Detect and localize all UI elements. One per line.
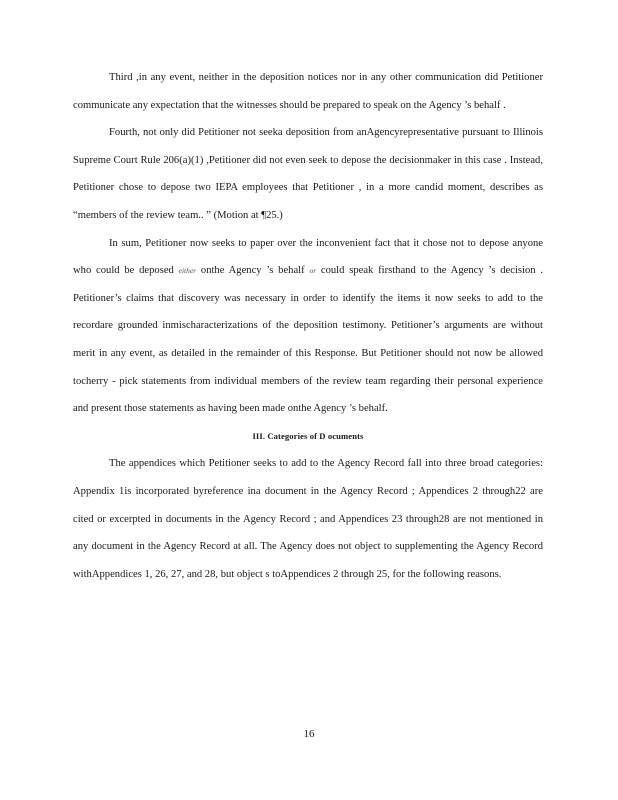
paragraph-in-sum-part2: onthe Agency ’s behalf bbox=[200, 265, 305, 277]
paragraph-in-sum bbox=[73, 230, 543, 423]
emphasis-either: either bbox=[178, 266, 197, 276]
document-body bbox=[73, 64, 543, 588]
section-heading: III. Categories of D ocuments bbox=[252, 430, 364, 441]
emphasis-or: or bbox=[309, 266, 317, 276]
paragraph-fourth: Fourth, not only did Petitioner not seeka deposition from anAgencyrepresentative pursuant to Illinois Supreme Court Rule 206(a)(1) ,Petitioner did not even seek to depose the decisionmaker in this case . Instead, Petitioner chose to depose two IEPA employees that Petitioner , in a more candid moment, describes as “members of the review team.. ” (Motion at ¶25.) bbox=[73, 127, 543, 221]
paragraph-appendices: The appendices which Petitioner seeks to add to the Agency Record fall into three broad categories: Appendix 1is incorporated byreference ina document in the Agency Record ; Appendices 2 through22 are cited or excerpted in documents in the Agency Record ; and Appendices 23 through28 are not mentioned in any document in the Agency Record at all. The Agency does not object to supplementing the Agency Record withAppendices 1, 26, 27, and 28, but object s toAppendices 2 through 25, for the following reasons. bbox=[73, 458, 543, 580]
paragraph-third: Third ,in any event, neither in the deposition notices nor in any other communication did Petitioner communicate any expectation that the witnesses should be prepared to speak on the Agency ’s behalf . bbox=[73, 72, 543, 111]
paragraph-in-sum-part3: could speak firsthand to the Agency ’s decision . Petitioner’s claims that discovery was necessary in order to identify the items it now seeks to add to the recordare grounded inmischaracterizations of the deposition testimony. Petitioner’s arguments are without merit in any event, as detailed in the remainder of this Response. But Petitioner should not now be allowed tocherry - pick statements from individual members of the review team regarding their personal experience and present those statements as having been made onthe Agency ’s behalf. bbox=[73, 265, 543, 415]
paragraph-in-sum-part1: In sum, Petitioner now seeks to paper over the inconvenient fact that it chose not to depose anyone who could be deposed bbox=[73, 237, 543, 277]
page-number: 16 bbox=[303, 728, 315, 740]
